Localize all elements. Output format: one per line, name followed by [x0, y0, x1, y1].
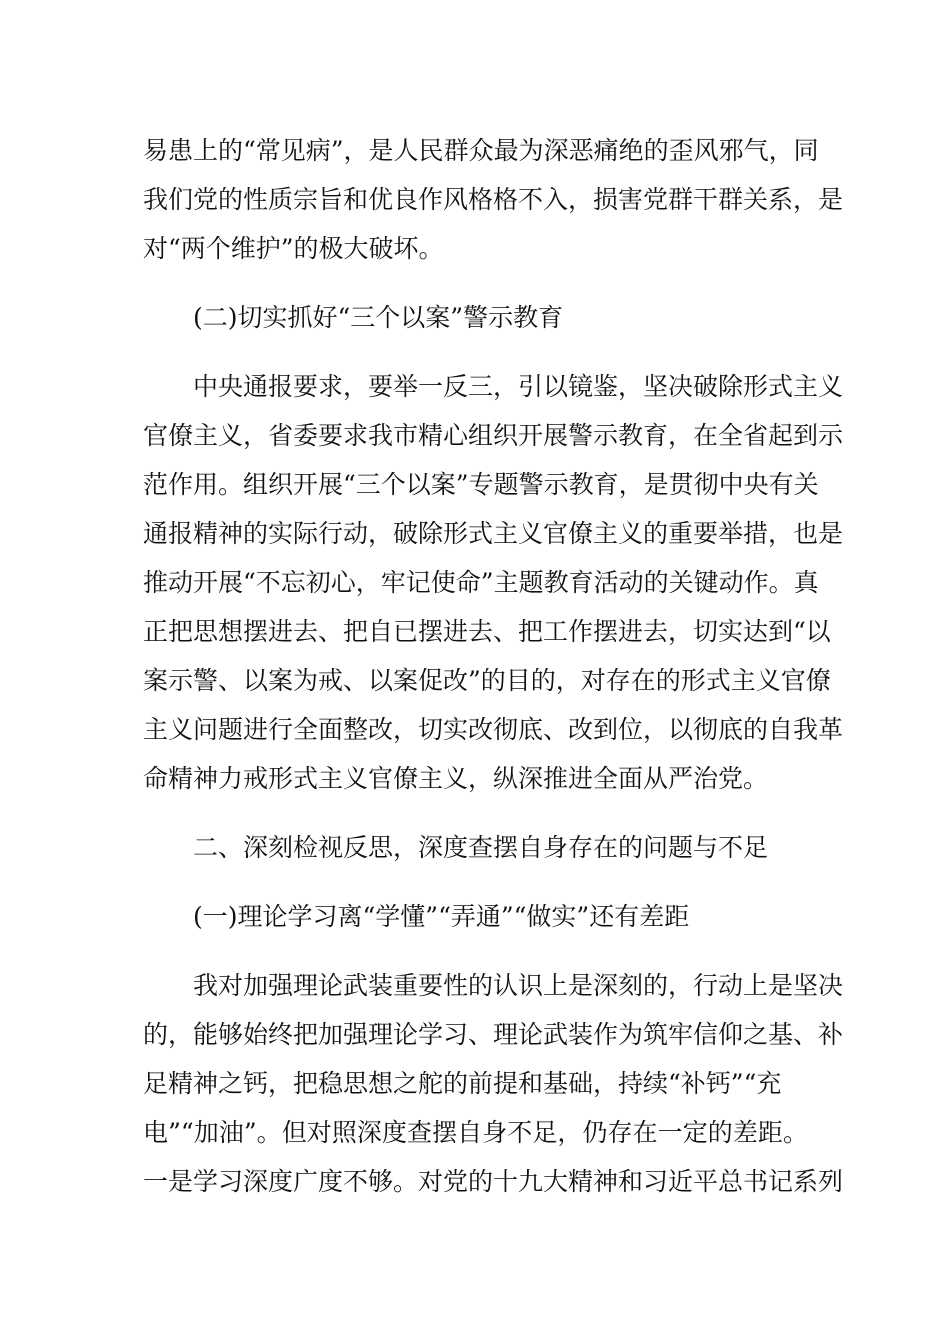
body-text-line: 官僚主义，省委要求我市精心组织开展警示教育，在全省起到示: [143, 421, 844, 450]
body-text-line: 易患上的“常见病”，是人民群众最为深恶痛绝的歪风邪气，同: [143, 136, 819, 165]
body-text-line: 的，能够始终把加强理论学习、理论武装作为筑牢信仰之基、补: [143, 1020, 844, 1049]
body-text-line: 我们党的性质宗旨和优良作风格格不入，损害党群干群关系，是: [143, 185, 844, 214]
body-text-line: 一是学习深度广度不够。对党的十九大精神和习近平总书记系列: [143, 1167, 844, 1196]
body-text-line: 正把思想摆进去、把自已摆进去、把工作摆进去，切实达到“以: [143, 617, 831, 646]
body-text-line: 通报精神的实际行动，破除形式主义官僚主义的重要举措，也是: [143, 519, 844, 548]
body-text-line: 主义问题进行全面整改，切实改彻底、改到位，以彻底的自我革: [143, 715, 844, 744]
body-text-line: 我对加强理论武装重要性的认识上是深刻的，行动上是坚决: [193, 971, 844, 1000]
body-text-line: 范作用。组织开展“三个以案”专题警示教育，是贯彻中央有关: [143, 470, 819, 499]
body-text-line: 电”“加油”。但对照深度查摆自身不足，仍存在一定的差距。: [143, 1118, 808, 1147]
section-heading: (一)理论学习离“学懂”“弄通”“做实”还有差距: [193, 902, 690, 931]
body-text-line: 对“两个维护”的极大破坏。: [143, 234, 444, 263]
chapter-heading: 二、深刻检视反思，深度查摆自身存在的问题与不足: [193, 833, 769, 862]
body-text-line: 推动开展“不忘初心，牢记使命”主题教育活动的关键动作。真: [143, 568, 819, 597]
body-text-line: 中央通报要求，要举一反三，引以镜鉴，坚决破除形式主义: [193, 372, 844, 401]
section-heading: (二)切实抓好“三个以案”警示教育: [193, 303, 564, 332]
body-text-line: 命精神力戒形式主义官僚主义，纵深推进全面从严治党。: [143, 764, 769, 793]
body-text-line: 足精神之钙，把稳思想之舵的前提和基础，持续“补钙”“充: [143, 1069, 782, 1098]
body-text-line: 案示警、以案为戒、以案促改”的目的，对存在的形式主义官僚: [143, 666, 831, 695]
